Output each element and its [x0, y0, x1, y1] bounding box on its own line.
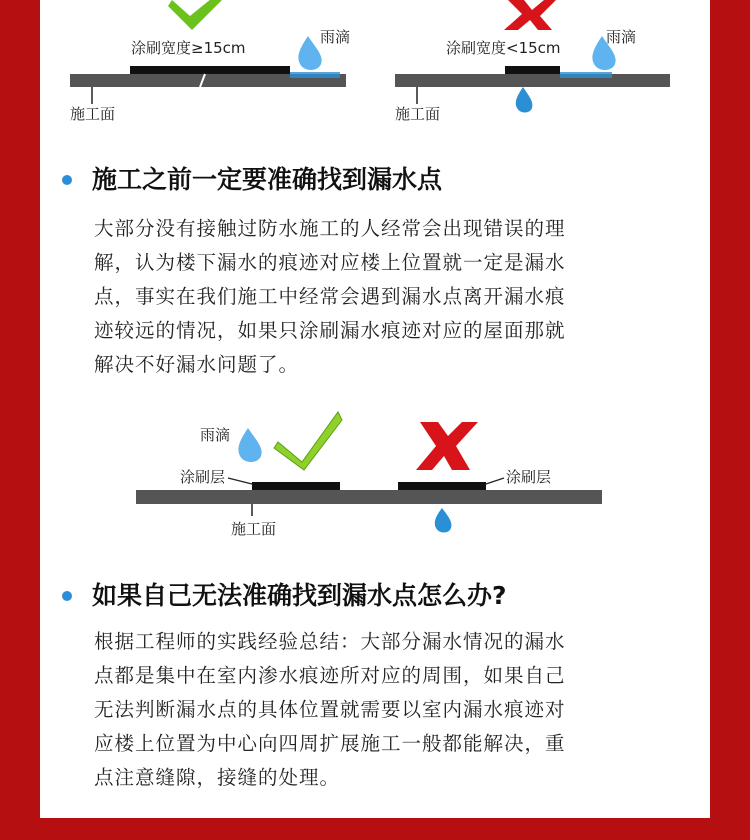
diagram-coating-width: [40, 0, 710, 140]
label-coat-left: 涂刷层: [180, 468, 226, 486]
section-paragraph: [94, 212, 674, 382]
cross-mark-icon: [504, 0, 556, 30]
section-paragraph: [94, 625, 674, 795]
bullet-icon: [62, 591, 72, 601]
label-width-left: 涂刷宽度≥15cm: [131, 39, 246, 57]
content-panel: [40, 0, 710, 818]
diagram-coating-width-svg: [40, 0, 710, 140]
check-mark-icon: [168, 0, 226, 30]
paragraph-line: 点都是集中在室内渗水痕迹所对应的周围，如果自己: [94, 664, 566, 687]
diagram-leak-position-svg: [40, 400, 710, 550]
coating-layer-narrow: [505, 66, 560, 74]
raindrop-icon: [238, 428, 261, 462]
label-surface: 施工面: [231, 520, 277, 538]
coating-layer-right: [398, 482, 486, 490]
raindrop-icon: [298, 36, 321, 70]
bullet-icon: [62, 175, 72, 185]
paragraph-line: 解决不好漏水问题了。: [94, 353, 300, 376]
coating-layer-left: [252, 482, 340, 490]
pointer-line: [486, 478, 504, 484]
label-drop: 雨滴: [200, 426, 231, 444]
cross-mark-icon: [416, 422, 478, 470]
pointer-line: [228, 478, 252, 484]
water-spread: [560, 72, 612, 78]
label-width-right: 涂刷宽度<15cm: [446, 39, 561, 57]
slab: [395, 74, 670, 87]
diagram-right-panel: [395, 0, 670, 123]
paragraph-line: 应楼上位置为中心向四周扩展施工一般都能解决，重: [94, 732, 566, 755]
diagram-leak-position: [40, 400, 710, 550]
leak-drop-icon: [435, 508, 452, 533]
check-mark-icon: [274, 412, 342, 470]
paragraph-line: 点，事实在我们施工中经常会遇到漏水点离开漏水痕: [94, 285, 566, 308]
section-heading: 施工之前一定要准确找到漏水点: [92, 165, 443, 194]
paragraph-line: 解，认为楼下漏水的痕迹对应楼上位置就一定是漏水: [94, 251, 566, 274]
coating-layer: [130, 66, 290, 74]
section-cannot-find: [40, 577, 710, 617]
label-drop-right: 雨滴: [606, 28, 637, 46]
paragraph-line: 点注意缝隙，接缝的处理。: [94, 766, 341, 789]
label-surface-left: 施工面: [70, 105, 116, 123]
slab: [136, 490, 602, 504]
diagram-left-panel: [70, 0, 350, 123]
water-spread: [290, 72, 340, 78]
paragraph-line: 无法判断漏水点的具体位置就需要以室内漏水痕迹对: [94, 698, 566, 721]
label-surface-right: 施工面: [395, 105, 441, 123]
label-drop-left: 雨滴: [320, 28, 351, 46]
paragraph-line: 根据工程师的实践经验总结：大部分漏水情况的漏水: [94, 630, 566, 653]
label-coat-right: 涂刷层: [506, 468, 552, 486]
section-heading: 如果自己无法准确找到漏水点怎么办?: [92, 581, 507, 610]
paragraph-line: 大部分没有接触过防水施工的人经常会出现错误的理: [94, 217, 566, 240]
paragraph-line: 迹较远的情况，如果只涂刷漏水痕迹对应的屋面那就: [94, 319, 566, 342]
leak-drop-icon: [516, 87, 533, 113]
section-find-leak: [40, 161, 710, 201]
